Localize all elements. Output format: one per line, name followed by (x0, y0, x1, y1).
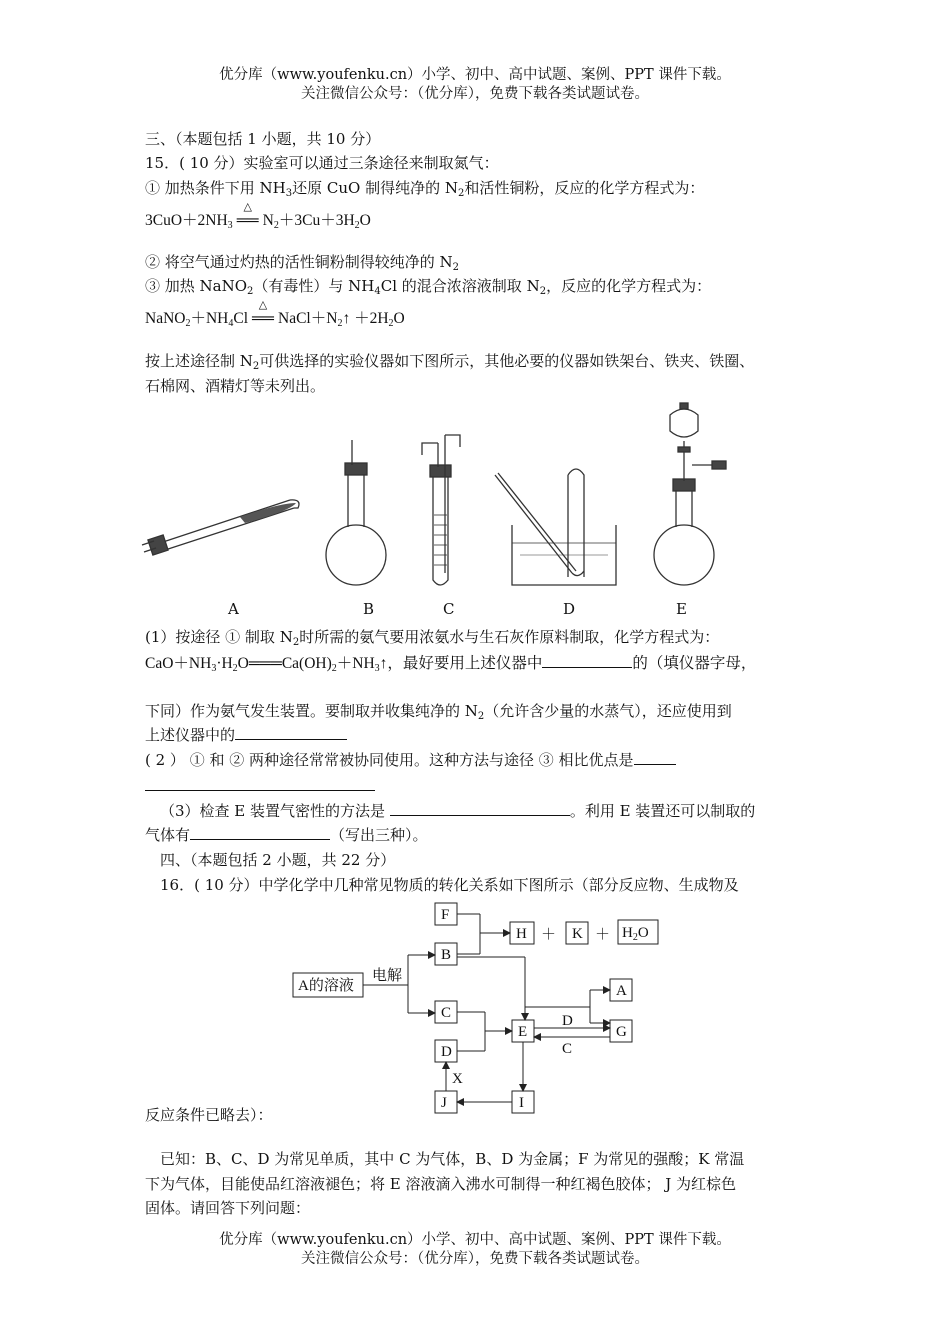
apparatus-c (422, 435, 460, 585)
section-4-title: 四、（本题包括 2 小题，共 22 分） (160, 851, 396, 869)
node-electrolysis: 电解 (372, 968, 403, 984)
apparatus-b (326, 440, 386, 585)
q15-route1: ① 加热条件下用 $NH_3$还原 CuO 制得纯净的 $N_2$和活性铜粉，反应的化学方程式为： (145, 179, 705, 199)
apparatus-label-d: D (563, 600, 576, 618)
answer-blank-5[interactable] (390, 801, 570, 816)
q15-part2: ( 2 ） ① 和 ② 两种途径常常被协同使用。这种方法与途径 ③ 相比优点是 (145, 749, 676, 770)
q15-title: 15．( 10 分）实验室可以通过三条途径来制取氮气： (145, 154, 499, 172)
node-j: J (441, 1095, 447, 1111)
q15-part1-cont2: 上述仪器中的 (145, 724, 347, 745)
edge-x: X (452, 1071, 463, 1087)
node-e: E (518, 1024, 528, 1040)
node-g: G (616, 1024, 627, 1040)
q16-title-end: 反应条件已略去）： (145, 1106, 273, 1124)
node-b: B (441, 947, 452, 963)
footer-line-1: 优分库（www.youfenku.cn）小学、初中、高中试题、案例、PPT 课件下载。 (219, 1232, 731, 1248)
equation-1: $3CuO+2NH_3$ △ ══ $N_2+3Cu+3H_2O$ (145, 201, 371, 231)
apparatus-label-e: E (676, 600, 687, 618)
equation-3: $NaNO_2+NH_4Cl$ △ ══ $NaCl+N_2↑ +2H_2O$ (145, 299, 405, 329)
apparatus-d (495, 469, 616, 585)
apparatus-a (142, 500, 299, 555)
plus-2: ＋ (595, 927, 611, 943)
q15-route3: ③ 加热 NaNO$_2$（有毒性）与 $NH_4Cl$ 的混合浓溶液制取 $N_2$，反应的化学方程式为： (145, 277, 712, 297)
answer-blank-3[interactable] (634, 750, 676, 765)
equation-4: $CaO+NH_3\cdot H_2O═══Ca(OH)_2+NH_3↑$，最好要用上述仪器中 的（填仪器字母， (145, 655, 757, 674)
apparatus-label-b: B (363, 600, 375, 618)
q15-part3-cont: 气体有 （写出三种）。 (145, 826, 428, 844)
q15-part1-cont: 下同）作为氨气发生装置。要制取并收集纯净的 $N_2$（允许含少量的水蒸气），还应使用到 (145, 702, 732, 722)
q16-title: 16．( 10 分）中学化学中几种常见物质的转化关系如下图所示（部分反应物、生成物及 (160, 876, 739, 894)
section-3-title: 三、（本题包括 1 小题，共 10 分） (145, 130, 381, 148)
edge-d: D (562, 1013, 573, 1029)
q16-known-1: 已知：B、C、D 为常见单质，其中 C 为气体，B、D 为金属；F 为常见的强酸；K 常温 (160, 1150, 745, 1168)
edge-c: C (562, 1041, 573, 1057)
q15-route2: ② 将空气通过灼热的活性铜粉制得较纯净的 $N_2$ (145, 253, 460, 273)
footer-line-2: 关注微信公众号：（优分库），免费下载各类试题试卷。 (301, 1251, 649, 1267)
apparatus-e (654, 403, 726, 585)
q15-part1: (1）按途径 ① 制取 $N_2$时所需的氨气要用浓氨水与生石灰作原料制取，化学方程式为： (145, 628, 720, 648)
node-h2o: $H_2O$ (622, 925, 649, 943)
answer-blank-6[interactable] (190, 825, 330, 840)
node-d: D (441, 1044, 452, 1060)
q15-part3: （3）检查 E 装置气密性的方法是 。利用 E 装置还可以制取的 (160, 802, 756, 820)
q16-known-2: 下为气体，目能使品红溶液褪色；将 E 溶液滴入沸水可制得一种红褐色胶体； J 为红棕色 (145, 1175, 737, 1193)
node-f: F (441, 907, 450, 923)
node-a-solution: A的溶液 (298, 978, 354, 994)
q15-para1-cont: 石棉网、酒精灯等未列出。 (145, 377, 326, 395)
q15-para1: 按上述途径制 $N_2$可供选择的实验仪器如下图所示，其他必要的仪器如铁架台、铁夹、铁圈、 (145, 352, 755, 372)
node-a: A (616, 983, 627, 999)
node-c: C (441, 1005, 452, 1021)
answer-blank-1[interactable] (542, 653, 632, 668)
q16-known-3: 固体。请回答下列问题： (145, 1199, 311, 1217)
answer-blank-2[interactable] (235, 725, 347, 740)
node-i: I (519, 1095, 524, 1111)
plus-1: ＋ (541, 927, 557, 943)
apparatus-figure (140, 395, 760, 600)
apparatus-label-a: A (228, 600, 239, 618)
apparatus-label-c: C (443, 600, 455, 618)
node-k: K (572, 926, 583, 942)
conversion-diagram (290, 895, 670, 1120)
node-h: H (516, 926, 527, 942)
answer-blank-4-row (145, 776, 375, 795)
answer-blank-4[interactable] (145, 776, 375, 791)
header-line-2: 关注微信公众号：（优分库），免费下载各类试题试卷。 (301, 86, 649, 102)
header-line-1: 优分库（www.youfenku.cn）小学、初中、高中试题、案例、PPT 课件下载。 (219, 67, 731, 83)
